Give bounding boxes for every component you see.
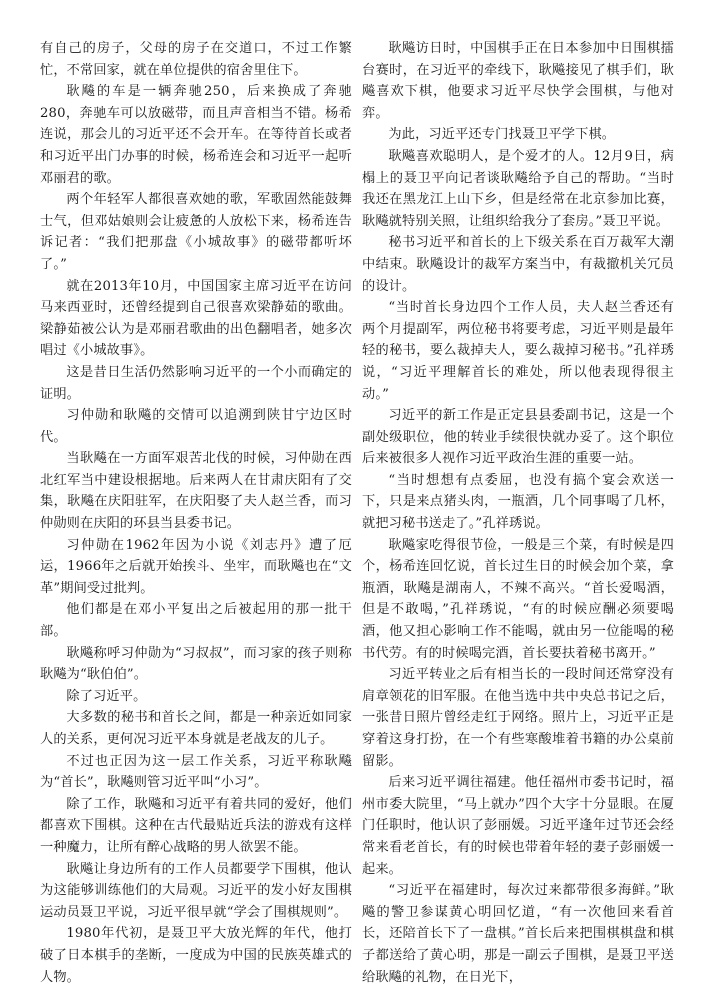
paragraph: 不过也正因为这一层工作关系，习近平称耿飚为“首长”，耿飚则管习近平叫“小习”。: [40, 753, 352, 791]
paragraph: 习近平转业之后有相当长的一段时间还常穿没有肩章领花的旧军服。在他当选中共中央总书记之后，一张昔日照片曾经走红于网络。照片上，习近平正是穿着这身打扮，在一个有些寒酸堆着书籍的办公桌前留影。: [362, 667, 674, 769]
paragraph: 有自己的房子，父母的房子在交道口，不过工作繁忙，不常回家，就在单位提供的宿舍里住下。: [40, 41, 352, 78]
paragraph: 两个年轻军人都很喜欢她的歌，军歌固然能鼓舞士气，但邓姑娘则会让疲惫的人放松下来，杨希连告诉记者：“我们把那盘《小城故事》的磁带都听坏了。”: [40, 192, 352, 272]
paragraph: 耿飚访日时，中国棋手正在日本参加中日围棋擂台赛时，在习近平的牵线下，耿飚接见了棋手们，耿飚喜欢下棋，他要求习近平尽快学会围棋，与他对弈。: [362, 41, 674, 121]
paragraph: 除了工作，耿飚和习近平有着共同的爱好，他们都喜欢下围棋。这种在古代最贴近兵法的游戏有这样一种魔力，让所有醉心战略的男人欲罢不能。: [40, 796, 352, 855]
paragraph: 习仲勋在1962年因为小说《刘志丹》遭了厄运，1966年之后就开始挨斗、坐牢，而耿飚也在“文革”期间受过批判。: [40, 537, 352, 596]
paragraph: “当时首长身边四个工作人员，夫人赵兰香还有两个月提副军，两位秘书将要考虑，习近平则是最年轻的秘书，要么裁掉夫人，要么裁掉习秘书。”孔祥琇说，“习近平理解首长的难处，所以他表现得很主动。”: [362, 300, 674, 402]
paragraph: “习近平在福建时，每次过来都带很多海鲜。”耿飚的警卫参谋黄心明回忆道，“有一次他回来看首长，还陪首长下了一盘棋。”首长后来把围棋棋盘和棋子都送给了黄心明，那是一副云子围棋，是聂卫平送给耿飚的礼物，在日光下，: [362, 883, 674, 985]
paragraph: 就在2013年10月，中国国家主席习近平在访问马来西亚时，还曾经提到自己很喜欢梁静茹的歌曲。梁静茹被公认为是邓丽君歌曲的出色翻唱者，她多次唱过《小城故事》。: [40, 278, 352, 359]
paragraph: 当耿飚在一方面军艰苦北伐的时候，习仲勋在西北红军当中建设根据地。后来两人在甘肃庆阳有了交集，耿飚在庆阳驻军，在庆阳娶了夫人赵兰香，而习仲勋则在庆阳的环县当县委书记。: [40, 451, 352, 532]
paragraph: 这是昔日生活仍然影响习近平的一个小而确定的证明。: [40, 364, 352, 402]
left-column: [40, 38, 352, 988]
paragraph: 秘书习近平和首长的上下级关系在百万裁军大潮中结束。耿飚设计的裁军方案当中，有裁撤机关冗员的设计。: [362, 235, 674, 294]
paragraph: 为此，习近平还专门找聂卫平学下棋。: [388, 127, 616, 143]
right-column: [362, 38, 674, 988]
paragraph: 耿飚让身边所有的工作人员都要学下围棋，他认为这能够训练他们的大局观。习近平的发小好友围棋运动员聂卫平说，习近平很早就“学会了围棋规则”。: [40, 861, 352, 920]
paragraph: “当时想想有点委屈，也没有搞个宴会欢送一下，只是来点猪头肉，一瓶酒，几个同事喝了几杯，就把习秘书送走了。”孔祥琇说。: [362, 472, 674, 532]
paragraph: 习近平的新工作是正定县县委副书记，这是一个副处级职位，他的转业手续很快就办妥了。这个职位后来被很多人视作习近平政治生涯的重要一站。: [362, 408, 674, 467]
paragraph: 1980年代初，是聂卫平大放光辉的年代，他打破了日本棋手的垄断，一度成为中国的民族英雄式的人物。: [40, 926, 352, 985]
paragraph: 耿飚称呼习仲勋为“习叔叔”，而习家的孩子则称耿飚为“耿伯伯”。: [40, 645, 352, 683]
paragraph: 除了习近平。: [66, 688, 147, 704]
paragraph: 大多数的秘书和首长之间，都是一种亲近如同家人的关系，更何况习近平本身就是老战友的儿子。: [40, 710, 352, 747]
paragraph: 他们都是在邓小平复出之后被起用的那一批干部。: [40, 602, 352, 640]
paragraph: 后来习近平调往福建。他任福州市委书记时，福州市委大院里，“马上就办”四个大字十分显眼。在厦门任职时，他认识了彭丽媛。习近平逢年过节还会经常来看老首长，有的时候也带着年轻的妻子彭丽媛一起来。: [362, 775, 674, 877]
paragraph: 耿飚家吃得很节俭，一般是三个菜，有时候是四个，杨希连回忆说，首长过生日的时候会加个菜，拿瓶酒，耿飚是湖南人，不辣不高兴。“首长爱喝酒，但是不敢喝，”孔祥琇说，“有的时候应酬必须要喝酒，他又担心影响工作不能喝，就由另一位能喝的秘书代劳。有的时候喝完酒，首长要扶着秘书离开。”: [362, 537, 674, 661]
paragraph: 习仲勋和耿飚的交情可以追溯到陕甘宁边区时代。: [40, 408, 352, 445]
paragraph: 耿飚喜欢聪明人，是个爱才的人。12月9日，病榻上的聂卫平向记者谈耿飚给予自己的帮助。“当时我还在黑龙江上山下乡，但是经常在北京参加比赛，耿飚就特别关照，让组织给我分了套房。”聂卫平说。: [362, 148, 674, 229]
paragraph: 耿飚的车是一辆奔驰250，后来换成了奔驰280，奔驰车可以放磁带，而且声音相当不错。杨希连说，那会儿的习近平还不会开车。在等待首长或者和习近平出门办事的时候，杨希连会和习近平一起听邓丽君的歌。: [40, 84, 352, 186]
